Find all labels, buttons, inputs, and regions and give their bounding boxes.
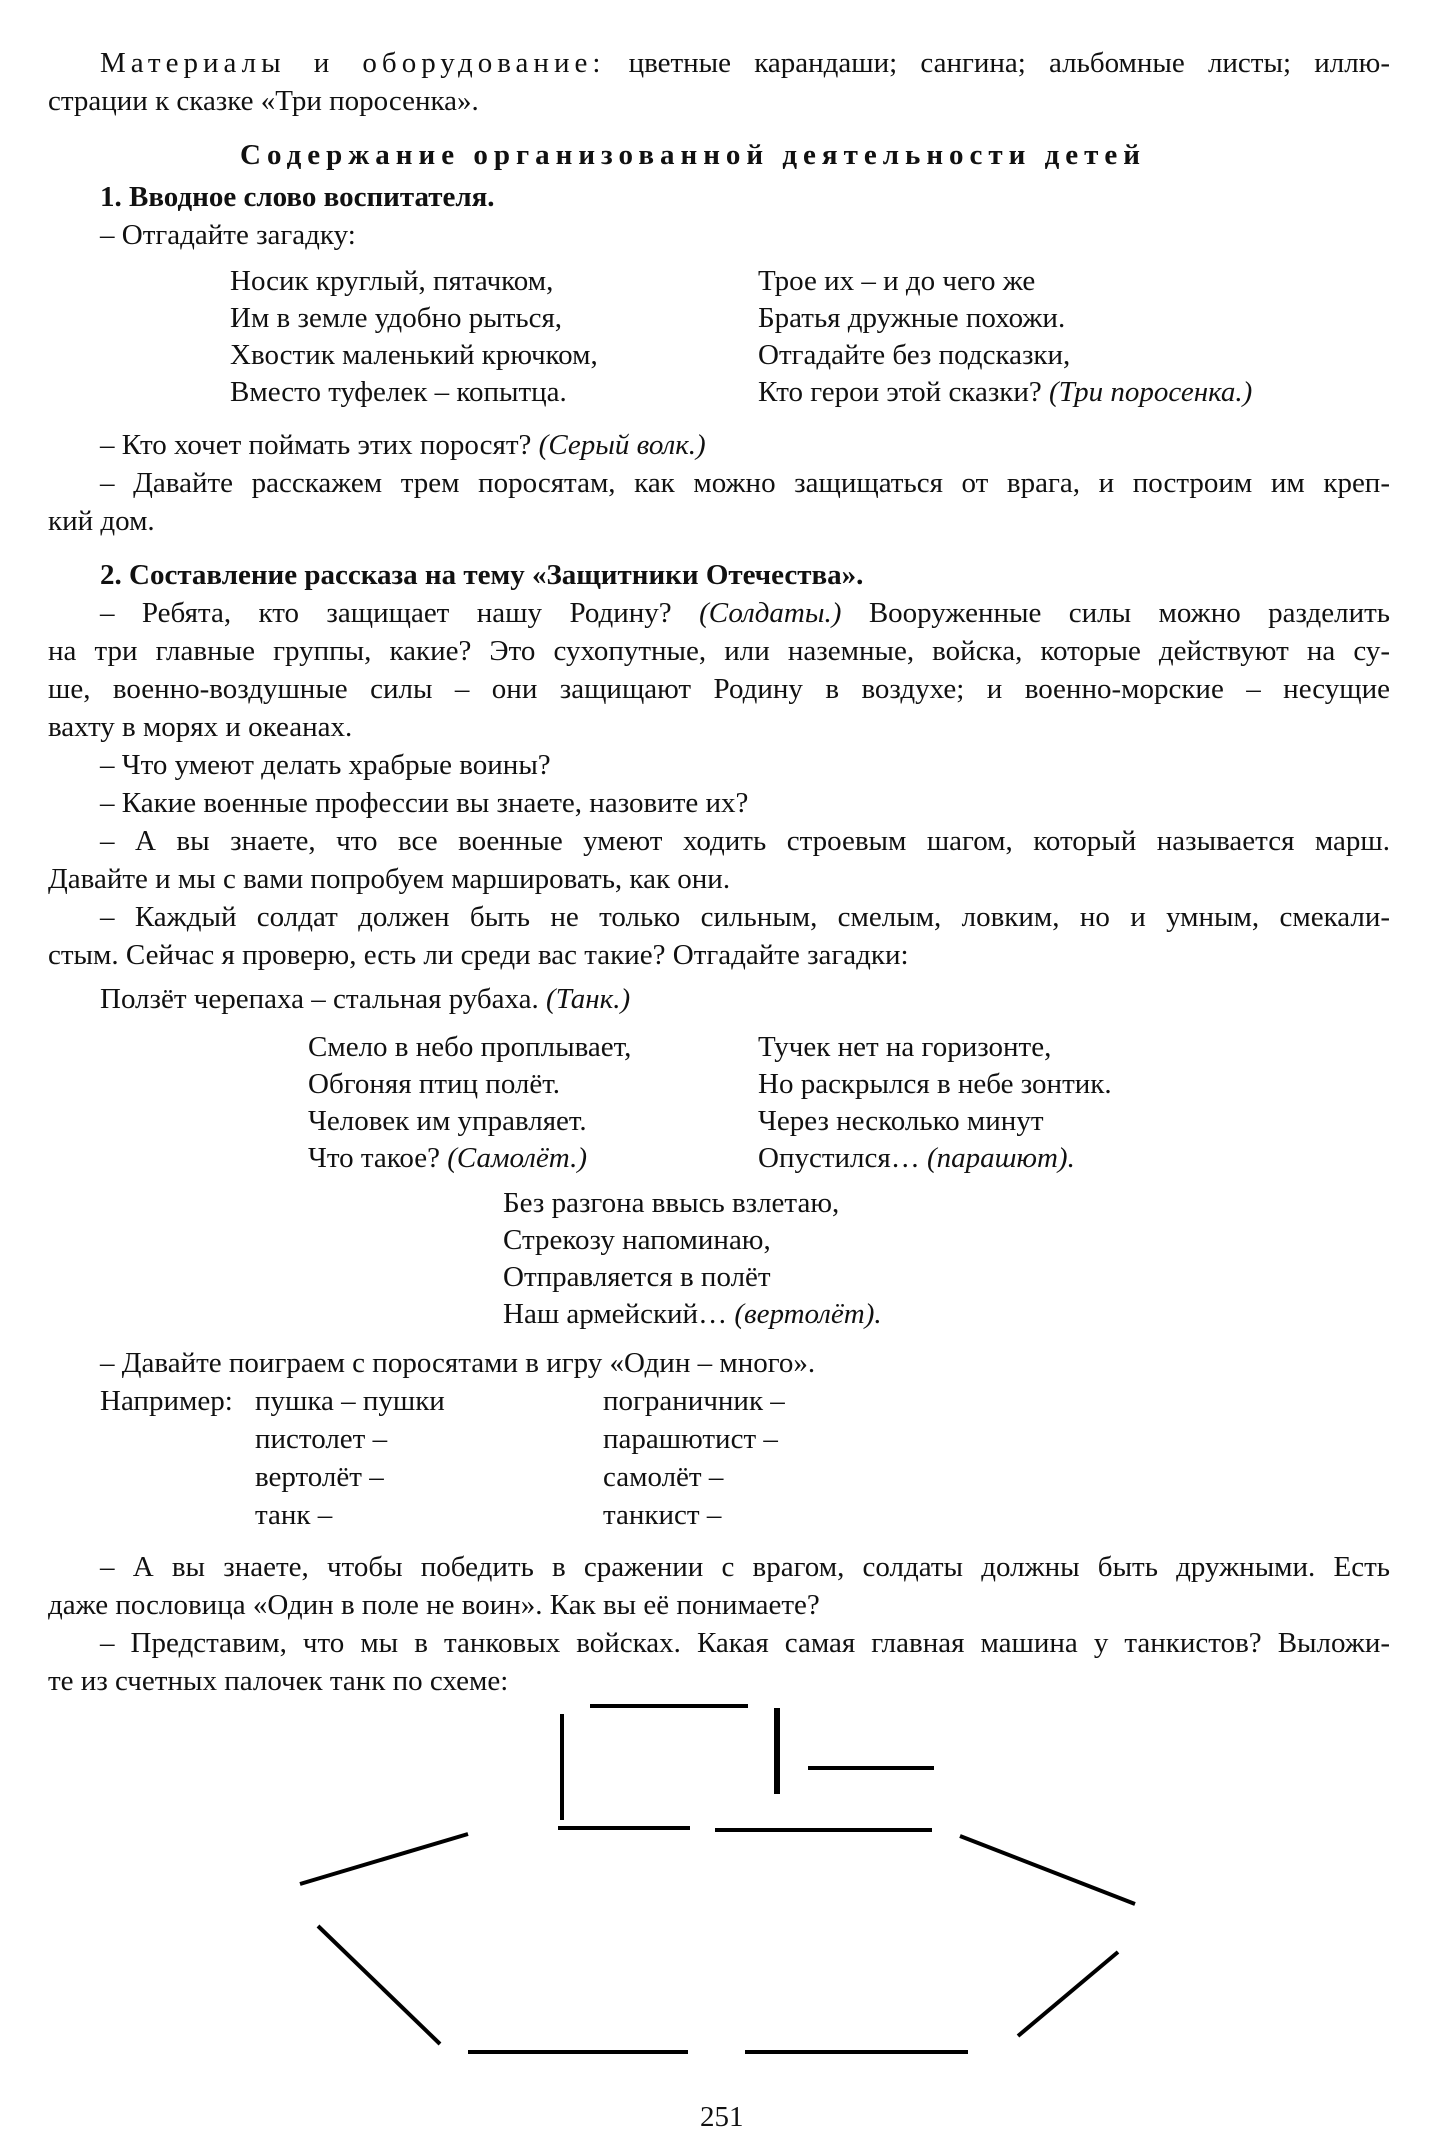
riddle-answer: (Три поросенка.) [1049,376,1253,408]
materials-text: цветные карандаши; сангина; альбомные листы; иллю- [605,47,1390,79]
parachute-answer: (парашют). [926,1142,1075,1174]
example-label: Например: [100,1385,233,1417]
plane-riddle-line: Обгоняя птиц полёт. [308,1068,561,1100]
game-intro: – Давайте поиграем с поросятами в игру «Один – много». [100,1347,816,1379]
smart-line: – Каждый солдат должен быть не только сильным, смелым, ловким, но и умным, смекали- [100,901,1390,933]
paragraph-line: ше, военно-воздушные силы – они защищают Родину в воздухе; и военно-морские – несущие [48,673,1390,705]
materials-label: Материалы и оборудование: [100,47,606,79]
riddle-right-line: Трое их – и до чего же [758,265,1036,297]
riddle-right-line: Братья дружные похожи. [758,302,1066,334]
march-line: Давайте и мы с вами попробуем маршировать, как они. [48,863,731,895]
riddle-left-line: Вместо туфелек – копытца. [230,376,567,408]
game-right-item: пограничник – [603,1385,785,1417]
parachute-riddle-line: Тучек нет на горизонте, [758,1031,1052,1063]
heli-riddle-line: Отправляется в полёт [503,1261,771,1293]
parachute-riddle-text: Опустился… [758,1142,927,1174]
stick-lower-right [1018,1952,1118,2036]
parachute-riddle-line: Через несколько минут [758,1105,1044,1137]
game-right-item: парашютист – [603,1423,778,1455]
game-right-item: самолёт – [603,1461,724,1493]
march-line: – А вы знаете, что все военные умеют ходить строевым шагом, который называется марш. [100,825,1390,857]
game-left-item: пистолет – [255,1423,388,1455]
game-left-item: вертолёт – [255,1461,384,1493]
question-professions: – Какие военные профессии вы знаете, назовите их? [100,787,749,819]
plane-riddle-text: Что такое? [308,1142,448,1174]
paragraph-text: Вооруженные силы можно разделить [841,597,1390,629]
tanks-line: – Представим, что мы в танковых войсках. Какая самая главная машина у танкистов? Выложи- [100,1627,1390,1659]
soldiers-answer: (Солдаты.) [699,597,842,629]
heli-riddle-line: Без разгона ввысь взлетаю, [503,1187,840,1219]
riddle-right-line: Отгадайте без подсказки, [758,339,1071,371]
wolf-question-text: – Кто хочет поймать этих поросят? [100,429,539,461]
plane-riddle-line: Человек им управляет. [308,1105,587,1137]
riddle-left-line: Им в земле удобно рыться, [230,302,563,334]
stick-lower-left [318,1926,440,2044]
plane-answer: (Самолёт.) [447,1142,587,1174]
tell-line: – Давайте расскажем трем поросятам, как можно защищаться от врага, и построим им креп- [100,467,1390,499]
riddle-prompt: – Отгадайте загадку: [100,219,356,251]
tell-line: кий дом. [48,505,155,537]
heli-riddle-line: Стрекозу напоминаю, [503,1224,771,1256]
riddle-left-line: Носик круглый, пятачком, [230,265,554,297]
riddle-left-line: Хвостик маленький крючком, [230,339,598,371]
part1-heading: 1. Вводное слово воспитателя. [100,181,495,213]
friends-line: – А вы знаете, чтобы победить в сражении с врагом, солдаты должны быть дружными. Есть [100,1551,1390,1583]
tank-riddle-text: Ползёт черепаха – стальная рубаха. [100,983,547,1015]
tank-answer: (Танк.) [546,983,631,1015]
section-title: Содержание организованной деятельности детей [240,139,1146,171]
wolf-answer: (Серый волк.) [538,429,706,461]
page-number: 251 [700,2101,744,2133]
heli-riddle-text: Наш армейский… [503,1298,735,1330]
riddle-right-text: Кто герои этой сказки? [758,376,1050,408]
game-left-item: пушка – пушки [255,1385,445,1417]
paragraph-line: вахту в морях и океанах. [48,711,353,743]
paragraph-text: – Ребята, кто защищает нашу Родину? [100,597,700,629]
game-left-item: танк – [255,1499,333,1531]
plane-riddle-line: Смело в небо проплывает, [308,1031,632,1063]
materials-continuation: страции к сказке «Три поросенка». [48,85,479,117]
smart-line: стым. Сейчас я проверю, есть ли среди вас такие? Отгадайте загадки: [48,939,909,971]
parachute-riddle-line: Но раскрылся в небе зонтик. [758,1068,1112,1100]
stick-upper-right [960,1836,1135,1904]
heli-answer: (вертолёт). [734,1298,882,1330]
stick-upper-left [300,1834,468,1884]
question-warriors: – Что умеют делать храбрые воины? [100,749,551,781]
tanks-line: те из счетных палочек танк по схеме: [48,1665,509,1697]
game-right-item: танкист – [603,1499,722,1531]
friends-line: даже пословица «Один в поле не воин». Как вы её понимаете? [48,1589,820,1621]
paragraph-line: на три главные группы, какие? Это сухопутные, или наземные, войска, которые действуют на су- [48,635,1390,667]
part2-heading: 2. Составление рассказа на тему «Защитники Отечества». [100,559,864,591]
